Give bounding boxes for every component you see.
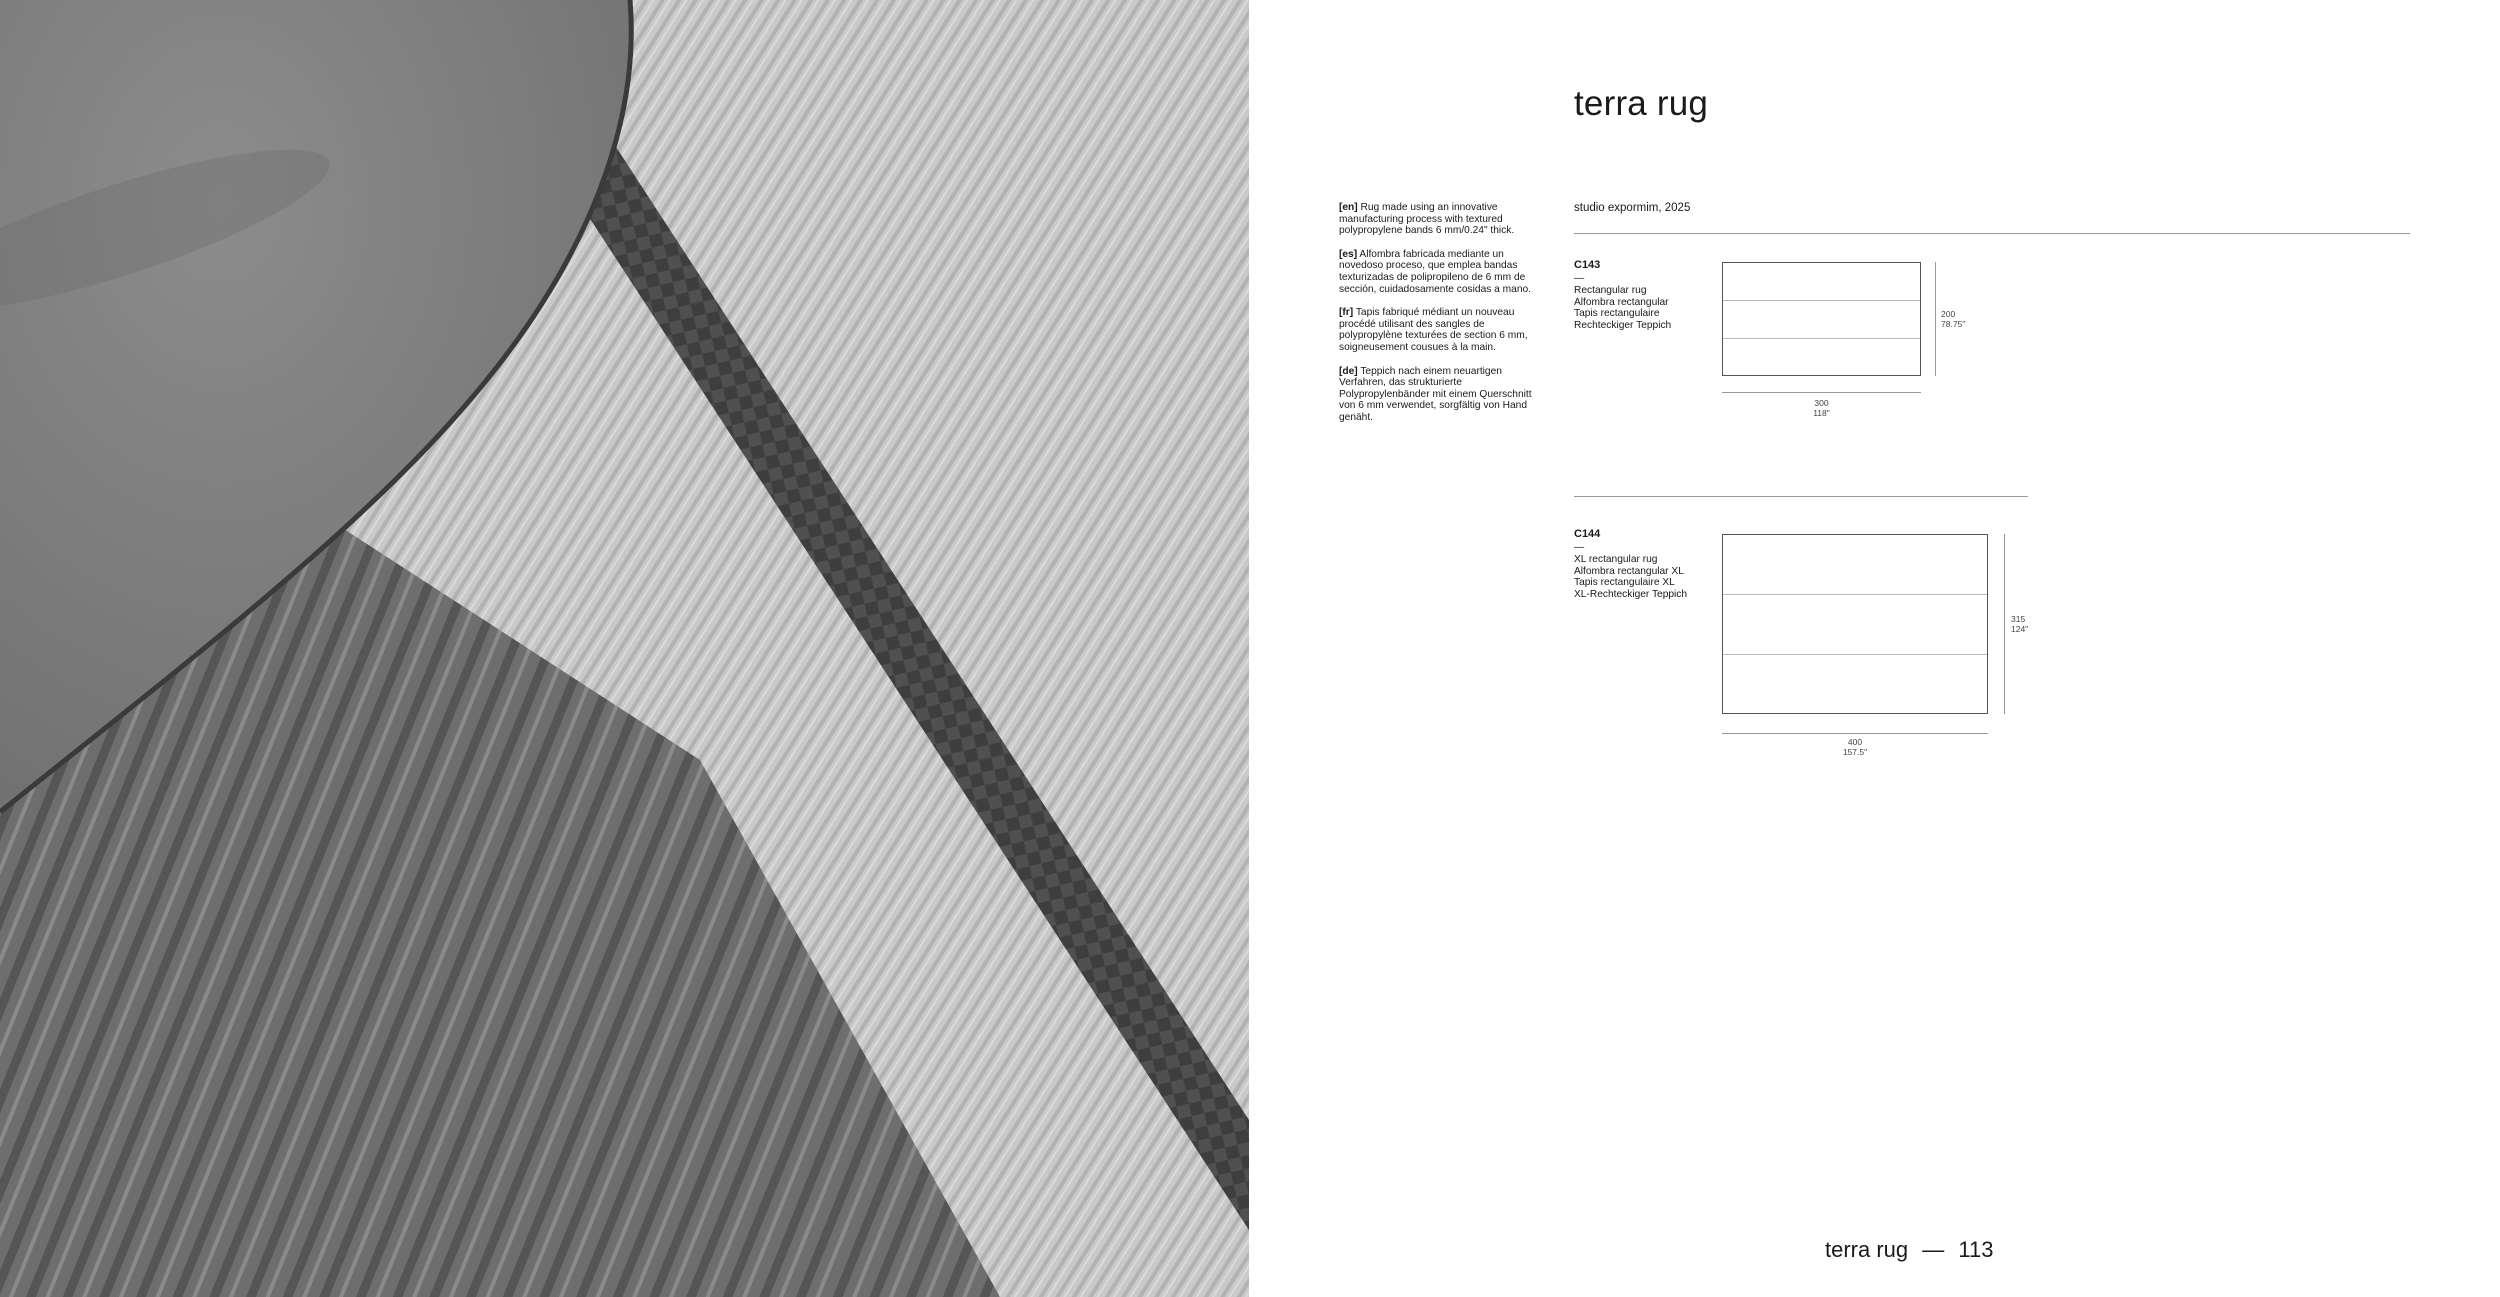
height-dimension-label: [1941, 309, 1965, 329]
rug-closeup-image: [0, 0, 1249, 1297]
product-divider: [1574, 496, 2028, 497]
rug-band-line: [1723, 338, 1920, 339]
rug-c143-diagram: [1722, 262, 1921, 376]
lang-tag: [de]: [1339, 365, 1358, 377]
description-text: Alfombra fabricada mediante un novedoso proceso, que emplea bandas texturizadas de polipropileno de 6 mm de sección, cuidadosamente cosidas a mano.: [1339, 248, 1531, 295]
product-name-es: Alfombra rectangular: [1574, 296, 1669, 308]
page-number: 113: [1958, 1237, 1994, 1262]
description-text: Rug made using an innovative manufacturing process with textured polypropylene bands 6 mm/0.24" thick.: [1339, 202, 1515, 237]
product-name-de: XL-Rechteckiger Teppich: [1574, 588, 1688, 600]
product-code: C144: [1574, 528, 1601, 540]
product-name-en: XL rectangular rug: [1574, 554, 1658, 566]
product-name-de: Rechteckiger Teppich: [1574, 319, 1672, 331]
page-title: terra rug: [1574, 84, 1709, 123]
width-dimension-label: [1722, 398, 1921, 418]
width-dimension-line: [1722, 733, 1988, 734]
width-dimension-label: [1722, 737, 1988, 757]
product-name-en: Rectangular rug: [1574, 285, 1647, 297]
description-de: [1339, 366, 1539, 424]
description-es: [1339, 249, 1539, 295]
width-cm: 300: [1814, 398, 1829, 408]
product-code: C143: [1574, 259, 1601, 271]
product-c143-info: [1574, 260, 1671, 332]
description-block: [1339, 202, 1539, 436]
product-c144-info: [1574, 529, 1687, 601]
product-name-fr: Tapis rectangulaire XL: [1574, 577, 1675, 589]
rug-band-line: [1723, 594, 1987, 595]
description-en: [1339, 202, 1539, 237]
designer-credit: studio expormim, 2025: [1574, 202, 1691, 214]
footer-product-name: terra rug: [1825, 1237, 1909, 1262]
height-cm: 200: [1941, 309, 1956, 319]
rug-band-line: [1723, 654, 1987, 655]
page-footer: [1825, 1237, 1993, 1263]
description-text: Tapis fabriqué médiant un nouveau procédé utilisant des sangles de polypropylène texturées de section 6 mm, soigneusement cousues à la main.: [1339, 307, 1528, 353]
header-divider: [1574, 233, 2410, 234]
width-cm: 400: [1847, 737, 1863, 747]
lang-tag: [fr]: [1339, 307, 1354, 319]
height-cm: 315: [2011, 614, 2026, 624]
rug-band-line: [1723, 300, 1920, 301]
height-dimension-label: [2011, 614, 2028, 634]
product-dash: —: [1574, 541, 1585, 553]
height-dimension-line: [1935, 262, 1936, 376]
width-dimension-line: [1722, 392, 1921, 393]
lang-tag: [en]: [1339, 202, 1358, 213]
width-in: 157.5": [1842, 747, 1868, 757]
height-in: 78.75": [1941, 319, 1966, 329]
product-name-es: Alfombra rectangular XL: [1574, 565, 1684, 577]
footer-separator: —: [1922, 1237, 1945, 1262]
description-text: Teppich nach einem neuartigen Verfahren, das strukturierte Polypropylenbänder mit einem Querschnitt von 6 mm verwendet, sorgfältig von Hand genäht.: [1339, 365, 1532, 423]
catalog-page: [1249, 0, 2500, 1297]
description-fr: [1339, 307, 1539, 353]
width-in: 118": [1813, 408, 1830, 418]
rug-closeup-photo: [0, 0, 1249, 1297]
height-dimension-line: [2004, 534, 2005, 714]
lang-tag: [es]: [1339, 248, 1358, 260]
height-in: 124": [2011, 624, 2029, 634]
product-dash: —: [1574, 272, 1585, 284]
rug-c144-diagram: [1722, 534, 1988, 714]
product-name-fr: Tapis rectangulaire: [1574, 308, 1660, 320]
